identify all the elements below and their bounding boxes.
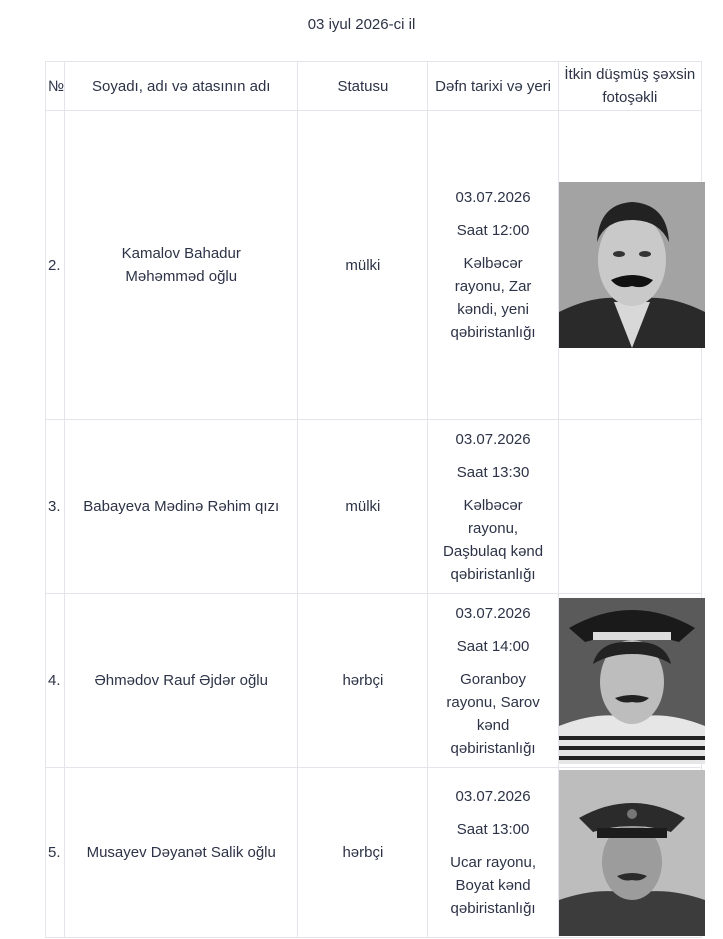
burial-place-line: Kəlbəcər: [463, 255, 523, 272]
burial-date: 03.07.2026: [455, 604, 531, 622]
row-status: mülki: [298, 111, 428, 420]
row-number: 5.: [46, 768, 65, 938]
burial-place-line: rayonu, Zar: [454, 278, 532, 295]
table-row: [46, 111, 702, 420]
header-status: Statusu: [298, 62, 428, 111]
name-line: Kamalov Bahadur: [121, 245, 241, 262]
burial-place-line: Ucar rayonu,: [450, 854, 537, 871]
burial-place-line: kəndi, yeni: [457, 301, 529, 318]
row-name: [65, 111, 298, 420]
burial-time: Saat 12:00: [456, 222, 530, 239]
row-status: hərbçi: [298, 768, 428, 938]
row-status: mülki: [298, 420, 428, 594]
header-burial: Dəfn tarixi və yeri: [428, 62, 558, 111]
row-burial: [428, 768, 558, 938]
row-name: [65, 594, 298, 768]
soldier-portrait-icon: [559, 770, 705, 936]
burial-date: 03.07.2026: [455, 189, 531, 206]
row-number: 3.: [46, 420, 65, 594]
row-photo: [558, 111, 701, 420]
row-burial: [428, 594, 558, 768]
row-photo: [558, 768, 701, 938]
burial-place-line: Boyat kənd: [455, 877, 531, 894]
burial-place-line: Goranboy: [460, 670, 527, 688]
name-line: Məhəmməd oğlu: [125, 268, 238, 285]
header-number: №: [46, 62, 65, 111]
header-photo: İtkin düşmüş şəxsin fotoşəkli: [558, 62, 701, 111]
burial-time: Saat 14:00: [456, 637, 530, 655]
header-name: Soyadı, adı və atasının adı: [65, 62, 298, 111]
burial-place-line: kənd: [476, 716, 510, 734]
row-number: 4.: [46, 594, 65, 768]
sailor-portrait-icon: [559, 598, 705, 764]
burial-date: 03.07.2026: [455, 430, 531, 448]
row-burial: [428, 420, 558, 594]
row-name: [65, 768, 298, 938]
name-line: Babayeva Mədinə Rəhim qızı: [83, 498, 280, 515]
man-portrait-mustache-icon: [559, 182, 705, 348]
burial-place-line: qəbiristanlığı: [450, 565, 536, 583]
page-date-heading: 03 iyul 2026-ci il: [307, 16, 416, 33]
burial-place-line: qəbiristanlığı: [450, 324, 536, 341]
table-row: [46, 594, 702, 768]
burial-place-line: qəbiristanlığı: [450, 739, 536, 757]
row-photo-empty: [558, 420, 701, 594]
burial-time: Saat 13:30: [456, 463, 530, 481]
burial-table: [45, 61, 702, 938]
burial-time: Saat 13:00: [456, 821, 530, 838]
burial-date: 03.07.2026: [455, 788, 531, 805]
row-name: [65, 420, 298, 594]
burial-place-line: rayonu, Sarov: [446, 693, 540, 711]
row-photo: [558, 594, 701, 768]
burial-place-line: Daşbulaq kənd: [443, 542, 544, 560]
name-line: Musayev Dəyanət Salik oğlu: [86, 844, 276, 861]
row-number: 2.: [46, 111, 65, 420]
table-header-row: [46, 62, 702, 111]
name-line: Əhmədov Rauf Əjdər oğlu: [94, 672, 268, 689]
burial-place-line: rayonu,: [468, 519, 519, 537]
table-row: [46, 768, 702, 938]
row-burial: [428, 111, 558, 420]
burial-place-line: Kəlbəcər: [463, 496, 523, 514]
burial-place-line: qəbiristanlığı: [450, 900, 536, 917]
table-row: [46, 420, 702, 594]
row-status: hərbçi: [298, 594, 428, 768]
